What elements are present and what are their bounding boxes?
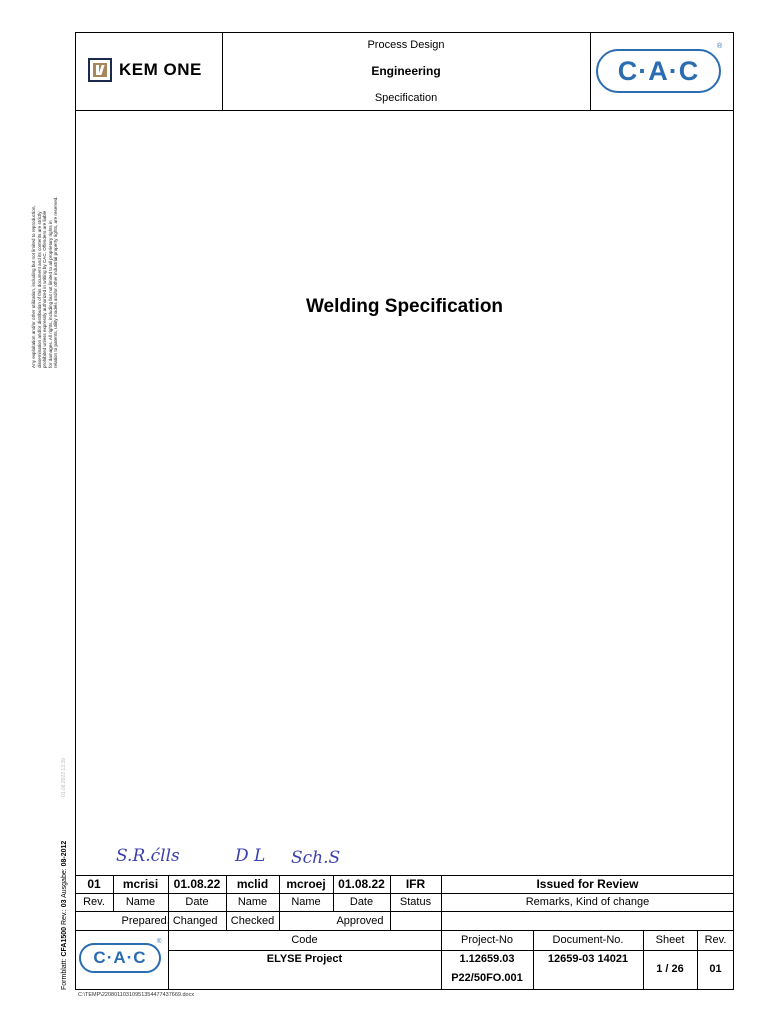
approved-name: mcroej xyxy=(286,877,326,891)
notice-line: for damages. All rights, including but not limited to all proprietary rights in xyxy=(47,220,53,368)
page-title: Welding Specification xyxy=(305,296,504,317)
role-approved: Approved xyxy=(336,914,384,927)
cac-logo-header: C·A·C xyxy=(596,49,721,93)
date-prefix: Ausgabe: xyxy=(61,866,68,900)
footer-project-no-label: Project-No xyxy=(461,934,513,946)
footer-sheet-label: Sheet xyxy=(655,934,685,946)
footer-rev-label: Rev. xyxy=(704,934,727,946)
notice-line: dissemination and/or distribution of this document and its contents are strictly xyxy=(36,211,42,368)
col-header-rev: Rev. xyxy=(83,896,105,908)
footer-document-no-label: Document-No. xyxy=(552,934,624,946)
col-header-remarks: Remarks, Kind of change xyxy=(525,896,650,908)
header-divider xyxy=(75,110,734,111)
signature-checked: D L xyxy=(235,846,266,866)
header-specification: Specification xyxy=(374,92,438,104)
kemone-logo xyxy=(88,58,218,84)
notice-line: relation to patents, utility models and/or other industrial property rights, are reserved. xyxy=(53,196,59,368)
header-process-design: Process Design xyxy=(367,39,445,51)
checked-name: mclid xyxy=(236,877,269,891)
registered-mark: ® xyxy=(717,43,723,50)
col-header-date: Date xyxy=(349,896,374,908)
registered-mark: ® xyxy=(157,939,162,945)
remarks-value: Issued for Review xyxy=(536,877,639,891)
role-prepared: Prepared, Changed xyxy=(121,914,218,927)
rev-value: 03 xyxy=(61,899,68,908)
role-checked: Checked xyxy=(230,914,275,927)
col-header-name: Name xyxy=(125,896,156,908)
form-code: CFA1500 xyxy=(61,926,68,957)
footer-project-no-value: 1.12659.03 xyxy=(459,953,515,965)
notice-line: Any exploitation and/or other utilization, including but not limited to reproduction, xyxy=(31,205,36,368)
col-header-status: Status xyxy=(399,896,432,908)
side-legal-notice xyxy=(31,196,59,368)
form-prefix: Formblatt: xyxy=(61,956,68,990)
header-engineering: Engineering xyxy=(371,64,441,78)
rev-prefix: Rev.: xyxy=(61,907,68,927)
rev-number: 01 xyxy=(87,877,101,891)
kemone-logo-icon xyxy=(88,58,112,82)
cac-logo-footer: C·A·C xyxy=(79,943,161,973)
side-timestamp: 01.08.2022 13:39 xyxy=(61,758,67,797)
notice-line: prohibited unless expressly authorized in writing by CAC. Offenders are liable xyxy=(42,210,48,368)
kemone-logo-text: KEM ONE xyxy=(119,60,202,79)
status-value: IFR xyxy=(405,877,426,891)
footer-document-no-value: 12659-03 14021 xyxy=(547,953,629,965)
header-divider-right xyxy=(590,32,591,110)
signature-prepared: S.R.ćlls xyxy=(116,846,180,866)
footer-code-label: Code xyxy=(291,934,318,946)
footer-rev-value: 01 xyxy=(709,963,722,975)
footer-code-value: ELYSE Project xyxy=(266,953,343,965)
file-path: C:\TEMP\22080110310951354477437669.docx xyxy=(78,992,195,998)
col-header-name: Name xyxy=(237,896,268,908)
col-header-name: Name xyxy=(291,896,321,908)
prepared-date: 01.08.22 xyxy=(173,877,221,891)
prepared-name: mcrisi xyxy=(122,877,159,891)
signature-approved: Sch.S xyxy=(291,848,341,868)
footer-project-no-value2: P22/50FO.001 xyxy=(451,972,523,984)
approved-date: 01.08.22 xyxy=(338,877,385,891)
date-value: 08-2012 xyxy=(61,840,68,867)
footer-sheet-value: 1 / 26 xyxy=(656,963,684,975)
col-header-date: Date xyxy=(185,896,209,908)
side-form-info xyxy=(62,841,68,990)
